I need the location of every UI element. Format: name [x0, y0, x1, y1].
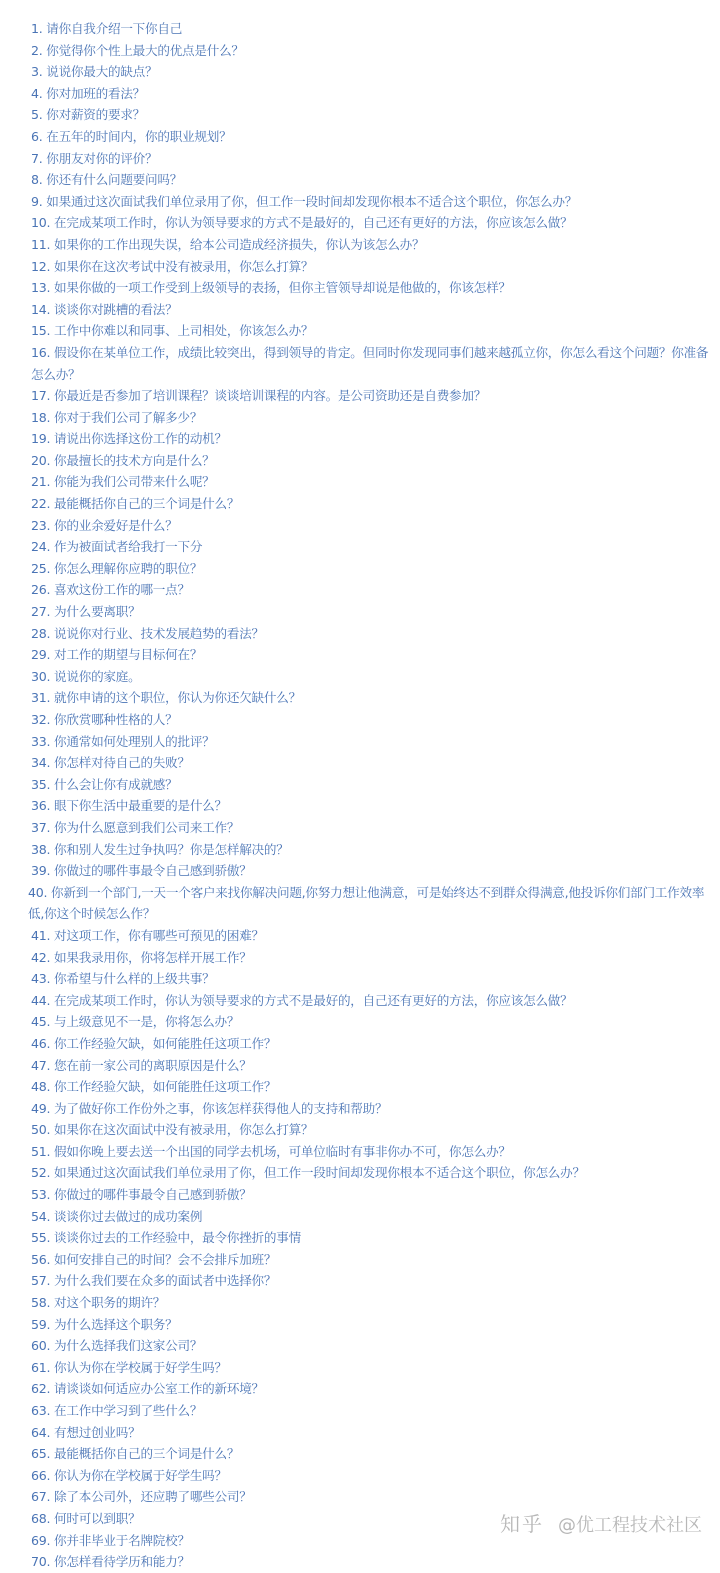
- question-item: 4. 你对加班的看法？: [31, 85, 146, 101]
- question-item: 49. 为了做好你工作份外之事，你该怎样获得他人的支持和帮助？: [31, 1100, 388, 1116]
- question-item: 32. 你欣赏哪种性格的人？: [31, 712, 178, 727]
- question-item: 61. 你认为你在学校属于好学生吗？: [31, 1359, 227, 1375]
- question-item: 28. 说说你对行业、技术发展趋势的看法？: [31, 625, 264, 641]
- question-item: 70. 你怎样看待学历和能力？: [31, 1554, 190, 1570]
- question-item: 33. 你通常如何处理别人的批评？: [31, 733, 215, 749]
- question-item: 58. 对这个职务的期许？: [31, 1295, 166, 1311]
- question-item: 35. 什么会让你有成就感？: [31, 776, 178, 792]
- question-item: 24. 作为被面试者给我打一下分: [31, 539, 203, 555]
- question-item: 37. 你为什么愿意到我们公司来工作？: [31, 819, 240, 835]
- question-item: 43. 你希望与什么样的上级共事？: [31, 971, 215, 987]
- question-item: 16. 假设你在某单位工作，成绩比较突出，得到领导的肯定。但同时你发现同事们越来越孤立你，你怎么看这个问题？你准备怎么办？: [31, 344, 709, 382]
- question-item: 69. 你并非毕业于名牌院校？: [31, 1532, 190, 1548]
- question-item: 2. 你觉得你个性上最大的优点是什么？: [31, 42, 244, 58]
- question-item: 51. 假如你晚上要去送一个出国的同学去机场，可单位临时有事非你办不可，你怎么办？: [31, 1143, 511, 1159]
- question-item: 68. 何时可以到职？: [31, 1510, 141, 1526]
- question-item: 17. 你最近是否参加了培训课程？谈谈培训课程的内容。是公司资助还是自费参加？: [31, 388, 487, 404]
- question-item: 5. 你对薪资的要求？: [31, 107, 146, 123]
- question-item: 67. 除了本公司外，还应聘了哪些公司？: [31, 1489, 252, 1505]
- question-item: 11. 如果你的工作出现失误，给本公司造成经济损失，你认为该怎么办？: [31, 236, 425, 252]
- question-item: 23. 你的业余爱好是什么？: [31, 517, 178, 533]
- question-item: 39. 你做过的哪件事最令自己感到骄傲？: [31, 863, 252, 879]
- question-item: 54. 谈谈你过去做过的成功案例: [31, 1208, 203, 1224]
- question-item: 50. 如果你在这次面试中没有被录用，你怎么打算？: [31, 1122, 314, 1138]
- question-item: 46. 你工作经验欠缺，如何能胜任这项工作？: [31, 1035, 277, 1051]
- question-item: 27. 为什么要离职？: [31, 604, 141, 620]
- question-item: 44. 在完成某项工作时，你认为领导要求的方式不是最好的，自己还有更好的方法，你应该怎么做？: [31, 992, 573, 1008]
- zhihu-logo-text: 知乎: [500, 1512, 544, 1536]
- question-list: [28, 18, 717, 1573]
- question-item: 6. 在五年的时间内，你的职业规划？: [31, 128, 232, 144]
- question-item: 52. 如果通过这次面试我们单位录用了你，但工作一段时间却发现你根本不适合这个职位，你怎么办？: [31, 1165, 585, 1181]
- question-item: 41. 对这项工作，你有哪些可预见的困难？: [31, 927, 264, 943]
- question-item: 45. 与上级意见不一是，你将怎么办？: [31, 1014, 240, 1030]
- question-item: 65. 最能概括你自己的三个词是什么？: [31, 1446, 240, 1462]
- question-item: 59. 为什么选择这个职务？: [31, 1316, 178, 1332]
- question-item: 55. 谈谈你过去的工作经验中，最令你挫折的事情: [31, 1230, 301, 1246]
- question-item: 38. 你和别人发生过争执吗？你是怎样解决的？: [31, 841, 289, 857]
- question-item: 18. 你对于我们公司了解多少？: [31, 409, 203, 425]
- question-item: 25. 你怎么理解你应聘的职位？: [31, 560, 203, 576]
- watermark: [500, 1508, 702, 1537]
- question-item: 29. 对工作的期望与目标何在？: [31, 647, 203, 663]
- question-item: 42. 如果我录用你，你将怎样开展工作？: [31, 949, 252, 965]
- question-item: 19. 请说出你选择这份工作的动机？: [31, 431, 227, 447]
- question-item: 21. 你能为我们公司带来什么呢？: [31, 474, 215, 490]
- question-item: 12. 如果你在这次考试中没有被录用，你怎么打算？: [31, 258, 314, 274]
- question-item: 48. 你工作经验欠缺，如何能胜任这项工作？: [31, 1079, 277, 1095]
- question-item: 10. 在完成某项工作时，你认为领导要求的方式不是最好的，自己还有更好的方法，你应该怎么做？: [31, 215, 573, 231]
- question-item: 64. 有想过创业吗？: [31, 1424, 141, 1440]
- question-item: 47. 您在前一家公司的离职原因是什么？: [31, 1057, 252, 1073]
- question-item: 60. 为什么选择我们这家公司？: [31, 1338, 203, 1354]
- question-item: 8. 你还有什么问题要问吗？: [31, 172, 183, 188]
- question-item: 66. 你认为你在学校属于好学生吗？: [31, 1467, 227, 1483]
- question-item: 57. 为什么我们要在众多的面试者中选择你？: [31, 1273, 277, 1289]
- question-item: 63. 在工作中学习到了些什么？: [31, 1403, 203, 1418]
- question-item: 20. 你最擅长的技术方向是什么？: [31, 452, 215, 468]
- author-handle: @优工程技术社区: [558, 1515, 702, 1536]
- question-item: 34. 你怎样对待自己的失败？: [31, 755, 190, 771]
- question-item: 14. 谈谈你对跳槽的看法？: [31, 301, 178, 317]
- question-item: 26. 喜欢这份工作的哪一点？: [31, 582, 190, 598]
- question-item: 40. 你新到一个部门,一天一个客户来找你解决问题,你努力想让他满意，可是始终达不到群众得满意,他投诉你们部门工作效率低,你这个时候怎么作？: [28, 884, 705, 922]
- question-item: 13. 如果你做的一项工作受到上级领导的表扬，但你主管领导却说是他做的，你该怎样？: [31, 280, 511, 296]
- question-item: 31. 就你申请的这个职位，你认为你还欠缺什么？: [31, 690, 301, 706]
- question-item: 9. 如果通过这次面试我们单位录用了你，但工作一段时间却发现你根本不适合这个职位，你怎么办？: [31, 193, 578, 209]
- question-item: 30. 说说你的家庭。: [31, 668, 141, 684]
- question-item: 7. 你朋友对你的评价？: [31, 150, 158, 166]
- question-item: 15. 工作中你难以和同事、上司相处，你该怎么办？: [31, 323, 314, 339]
- question-item: 1. 请你自我介绍一下你自己: [31, 21, 183, 36]
- question-item: 62. 请谈谈如何适应办公室工作的新环境？: [31, 1381, 264, 1397]
- question-item: 53. 你做过的哪件事最令自己感到骄傲？: [31, 1187, 252, 1203]
- question-item: 3. 说说你最大的缺点？: [31, 64, 158, 80]
- question-item: 56. 如何安排自己的时间？会不会排斥加班？: [31, 1251, 277, 1267]
- question-item: 22. 最能概括你自己的三个词是什么？: [31, 496, 240, 512]
- question-item: 36. 眼下你生活中最重要的是什么？: [31, 798, 227, 814]
